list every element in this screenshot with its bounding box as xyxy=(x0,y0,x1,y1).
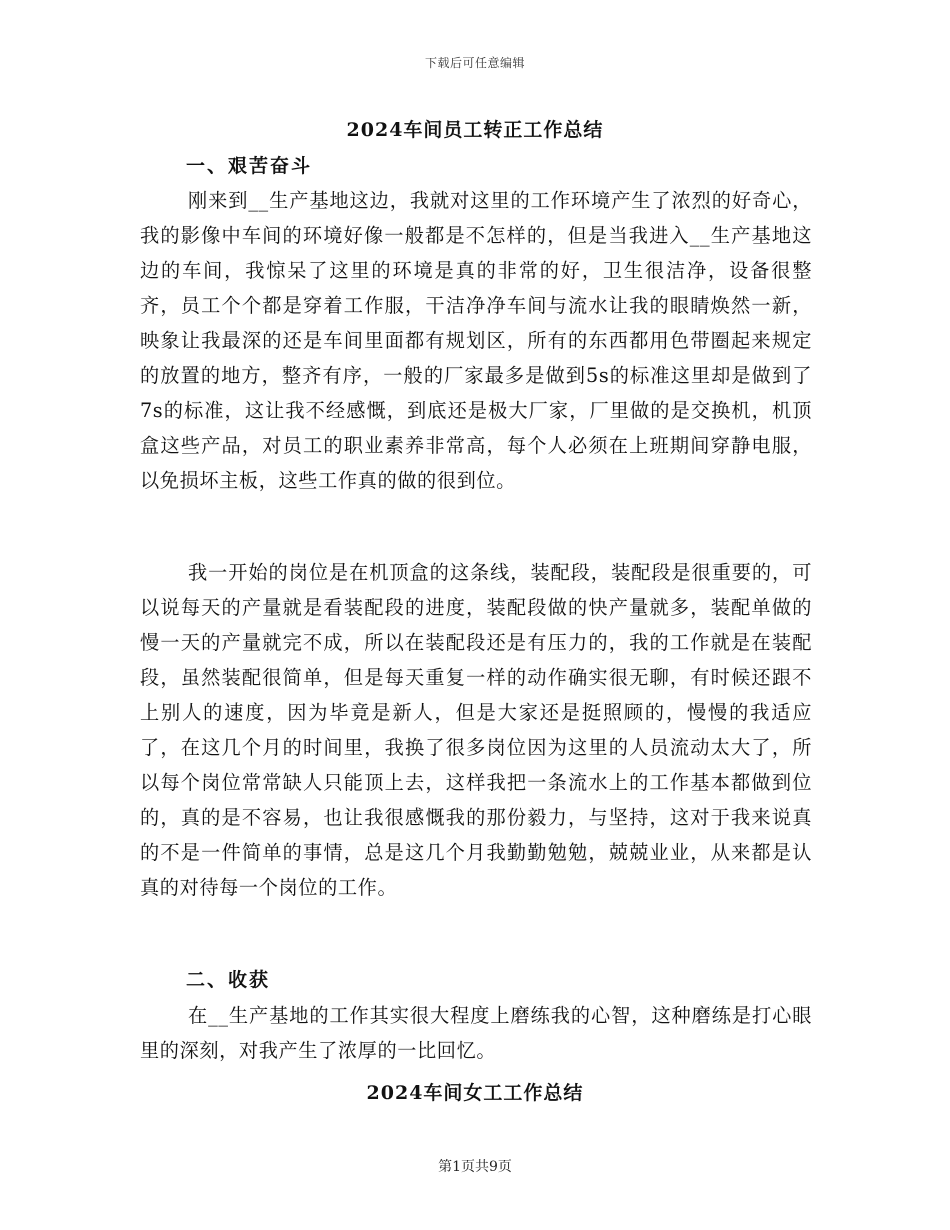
document-title: 2024车间员工转正工作总结 xyxy=(346,119,604,141)
section-heading-gains: 二、收获 xyxy=(186,969,271,991)
page-footer: 第1页共9页 xyxy=(438,1159,512,1175)
next-document-title: 2024车间女工工作总结 xyxy=(366,1082,584,1104)
header-note: 下载后可任意编辑 xyxy=(424,56,525,70)
paragraph-assembly-work: 我一开始的岗位是在机顶盒的这条线，装配段，装配段是很重要的，可以说每天的产量就是看装配段的进度，装配段做的快产量就多，装配单做的慢一天的产量就完不成，所以在装配段还是有压力的，我的工作就是在装配段，虽然装配很简单，但是每天重复一样的动作确实很无聊，有时候还跟不上别人的速度，因为毕竟是新人，但是大家还是挺照顾的，慢慢的我适应了，在这几个月的时间里，我换了很多岗位因为这里的人员流动太大了，所以每个岗位常常缺人只能顶上去，这样我把一条流水上的工作基本都做到位的，真的是不容易，也让我很感慨我的那份毅力，与坚持，这对于我来说真的不是一件简单的事情，总是这几个月我勤勤勉勉，兢兢业业，从来都是认真的对待每一个岗位的工作。 xyxy=(140,561,812,899)
paragraph-environment: 刚来到__生产基地这边，我就对这里的工作环境产生了浓烈的好奇心，我的影像中车间的环境好像一般都是不怎样的，但是当我进入__生产基地这边的车间，我惊呆了这里的环境是真的非常的好，卫生很洁净，设备很整齐，员工个个都是穿着工作服，干洁净净车间与流水让我的眼睛焕然一新，映象让我最深的还是车间里面都有规划区，所有的东西都用色带圈起来规定的放置的地方，整齐有序，一般的厂家最多是做到5s的标准这里却是做到了7s的标准，这让我不经感慨，到底还是极大厂家，厂里做的是交换机，机顶盒这些产品，对员工的职业素养非常高，每个人必须在上班期间穿静电服，以免损坏主板，这些工作真的做的很到位。 xyxy=(140,189,812,492)
paragraph-gains: 在__生产基地的工作其实很大程度上磨练我的心智，这种磨练是打心眼里的深刻，对我产生了浓厚的一比回忆。 xyxy=(140,1004,812,1062)
section-heading-hardwork: 一、艰苦奋斗 xyxy=(186,155,313,177)
